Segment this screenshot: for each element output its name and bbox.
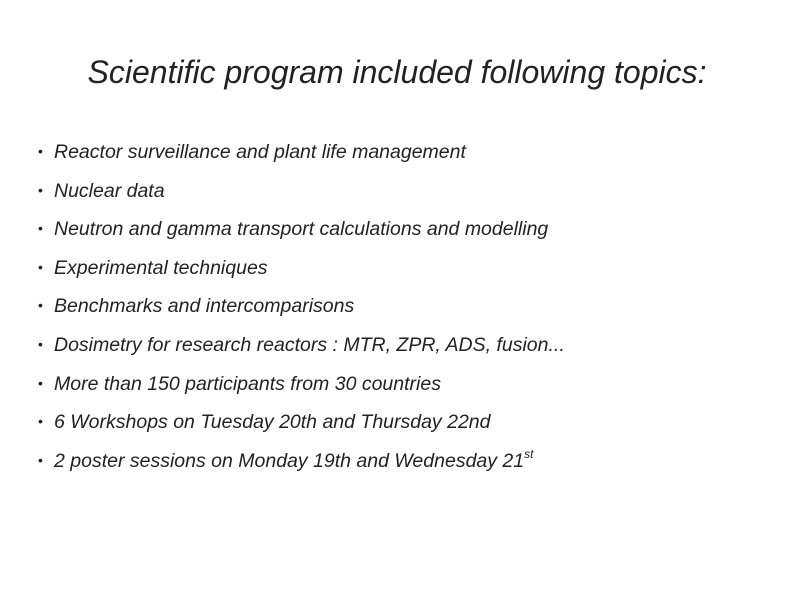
list-item	[38, 255, 565, 279]
bullet-icon: •	[38, 258, 43, 275]
bullet-icon: •	[38, 220, 43, 237]
list-item	[38, 371, 565, 395]
list-item-text: Reactor surveillance and plant life management	[54, 141, 466, 163]
list-item-text: More than 150 participants from 30 countries	[54, 372, 441, 395]
ordinal-superscript: st	[524, 446, 534, 461]
list-item-text: Neutron and gamma transport calculations and modelling	[54, 218, 549, 241]
list-item-text: Benchmarks and intercomparisons	[54, 295, 355, 318]
list-item	[38, 448, 565, 472]
topic-list	[38, 139, 565, 486]
bullet-icon: •	[38, 181, 43, 198]
list-item	[38, 293, 565, 317]
list-item	[38, 178, 565, 202]
bullet-icon: •	[38, 335, 43, 352]
list-item-text: 2 poster sessions on Monday 19th and Wednesday 21	[54, 449, 525, 472]
bullet-icon: •	[38, 143, 43, 159]
bullet-icon: •	[38, 297, 43, 314]
bullet-icon: •	[38, 451, 43, 468]
bullet-icon: •	[38, 413, 43, 430]
list-item-text: Dosimetry for research reactors : MTR, ZPR, ADS, fusion...	[54, 333, 565, 356]
list-item	[38, 139, 565, 163]
list-item-text: 6 Workshops on Tuesday 20th and Thursday 22nd	[54, 411, 491, 434]
list-item-text: Nuclear data	[54, 179, 165, 202]
list-item	[38, 216, 565, 240]
slide-title: Scientific program included following topics:	[87, 54, 707, 90]
bullet-icon: •	[38, 374, 43, 391]
list-item	[38, 409, 565, 433]
list-item-text: Experimental techniques	[54, 256, 268, 279]
list-item	[38, 332, 565, 356]
